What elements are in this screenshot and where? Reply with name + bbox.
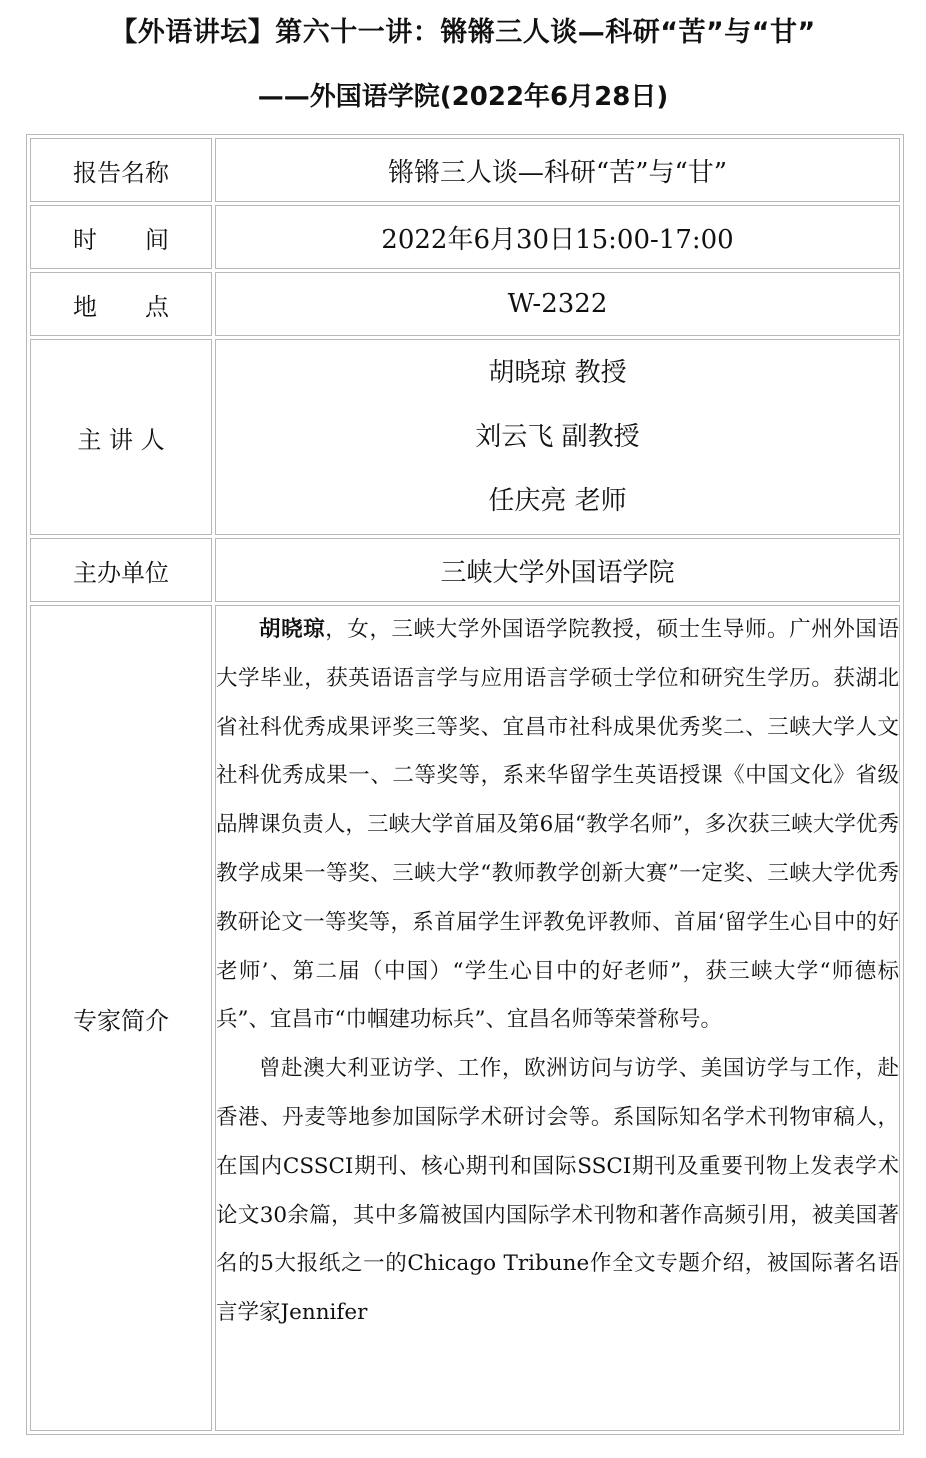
report-name-value: 锵锵三人谈—科研“苦”与“甘” bbox=[215, 138, 900, 202]
location-value: W-2322 bbox=[215, 272, 900, 336]
page-subtitle: ——外国语学院(2022年6月28日) bbox=[257, 82, 669, 112]
speaker-name: 任庆亮 老师 bbox=[488, 486, 627, 516]
speakers-value bbox=[215, 339, 900, 535]
info-table bbox=[26, 134, 904, 1435]
row-label: 报告名称 bbox=[30, 138, 212, 202]
table-row bbox=[30, 605, 900, 1431]
table-row bbox=[30, 538, 900, 602]
row-label: 地 点 bbox=[30, 272, 212, 336]
expert-name: 胡晓琼 bbox=[259, 617, 326, 642]
bio-paragraph: 曾赴澳大利亚访学、工作，欧洲访问与访学、美国访学与工作，赴香港、丹麦等地参加国际学术研讨会等。系国际知名学术刊物审稿人，在国内CSSCI期刊、核心期刊和国际SSCI期刊及重要刊物上发表学术论文30余篇，其中多篇被国内国际学术刊物和著作高频引用，被美国著名的5大报纸之一的Chicago Tribune作全文专题介绍，被国际著名语言学家Jennifer bbox=[216, 1056, 899, 1326]
row-label: 主 讲 人 bbox=[30, 339, 212, 535]
page-title: 【外语讲坛】第六十一讲：锵锵三人谈—科研“苦”与“甘” bbox=[110, 17, 816, 48]
organizer-value: 三峡大学外国语学院 bbox=[215, 538, 900, 602]
table-row bbox=[30, 205, 900, 269]
bio-text: ，女，三峡大学外国语学院教授，硕士生导师。广州外国语大学毕业，获英语语言学与应用语言学硕士学位和研究生学历。获湖北省社科优秀成果评奖三等奖、宜昌市社科成果优秀奖二、三峡大学人文社科优秀成果一、二等奖等，系来华留学生英语授课《中国文化》省级品牌课负责人，三峡大学首届及第6届“教学名师”，多次获三峡大学优秀教学成果一等奖、三峡大学“教师教学创新大赛”一定奖、三峡大学优秀教研论文一等奖等，系首届学生评教免评教师、首届‘留学生心目中的好老师’、第二届（中国）“学生心目中的好老师”，获三峡大学“师德标兵”、宜昌市“巾帼建功标兵”、宜昌名师等荣誉称号。 bbox=[216, 617, 899, 1033]
speaker-name: 胡晓琼 教授 bbox=[488, 358, 627, 388]
expert-bio bbox=[215, 605, 900, 1431]
row-label: 主办单位 bbox=[30, 538, 212, 602]
table-row bbox=[30, 138, 900, 202]
speaker-name: 刘云飞 副教授 bbox=[475, 422, 640, 452]
table-row bbox=[30, 272, 900, 336]
row-label: 时 间 bbox=[30, 205, 212, 269]
time-value: 2022年6月30日15:00-17:00 bbox=[215, 205, 900, 269]
row-label: 专家简介 bbox=[30, 605, 212, 1431]
table-row bbox=[30, 339, 900, 535]
bio-paragraph bbox=[216, 606, 899, 1045]
